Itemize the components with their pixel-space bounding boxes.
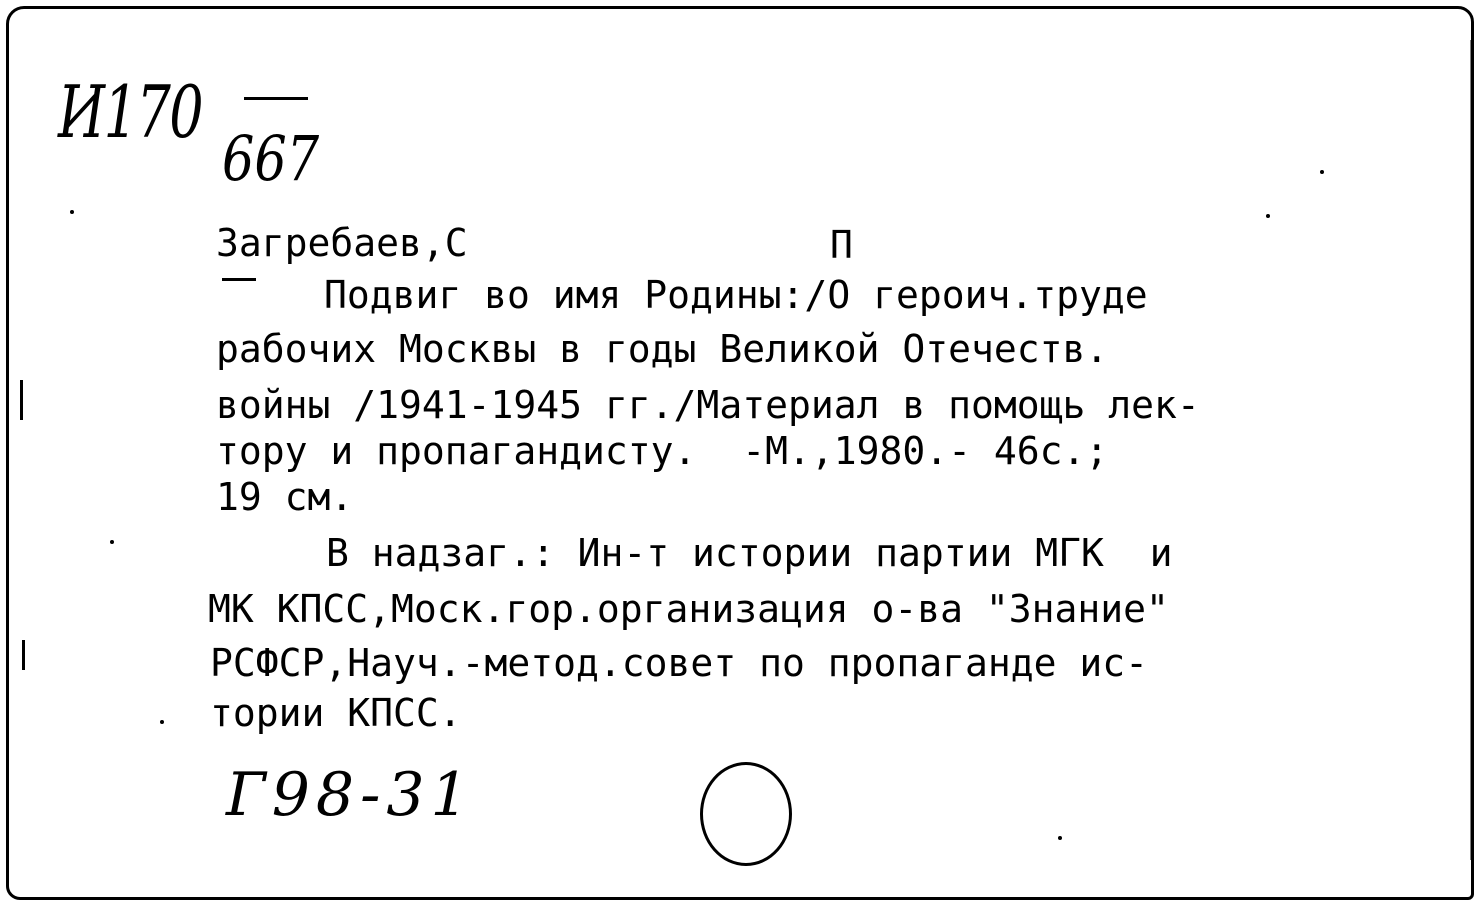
heading-letter: П	[830, 223, 853, 267]
note-line: тории КПСС.	[210, 691, 462, 735]
scan-edge-mark	[1470, 40, 1473, 860]
heading-dash	[222, 278, 256, 281]
scan-noise	[70, 210, 74, 214]
author-mark: 667	[222, 122, 320, 195]
scan-edge-mark	[20, 380, 23, 420]
inventory-number: Г98-31	[226, 760, 475, 830]
body-line: рабочих Москвы в годы Великой Отечеств.	[216, 327, 1109, 371]
scan-noise	[160, 720, 164, 724]
shelf-mark-overline	[244, 97, 308, 100]
scan-noise	[110, 540, 114, 544]
note-line: МК КПСС,Моск.гор.организация о-ва "Знание"	[208, 587, 1169, 631]
scan-noise	[1266, 214, 1270, 218]
body-line: Подвиг во имя Родины:/О героич.труде	[324, 273, 1148, 317]
scan-edge-mark	[22, 640, 25, 670]
scan-noise	[1058, 836, 1062, 840]
scan-noise	[1320, 170, 1324, 174]
punch-hole	[700, 762, 792, 866]
body-line: тору и пропагандисту. -М.,1980.- 46с.;	[216, 429, 1109, 473]
note-line: В надзаг.: Ин-т истории партии МГК и	[326, 531, 1173, 575]
body-line: войны /1941-1945 гг./Материал в помощь лек-	[216, 383, 1200, 427]
body-line: 19 см.	[216, 475, 354, 519]
note-line: РСФСР,Науч.-метод.совет по пропаганде ис-	[210, 641, 1148, 685]
shelf-mark: И170	[58, 70, 203, 154]
heading-author: Загребаев,С	[216, 221, 468, 265]
